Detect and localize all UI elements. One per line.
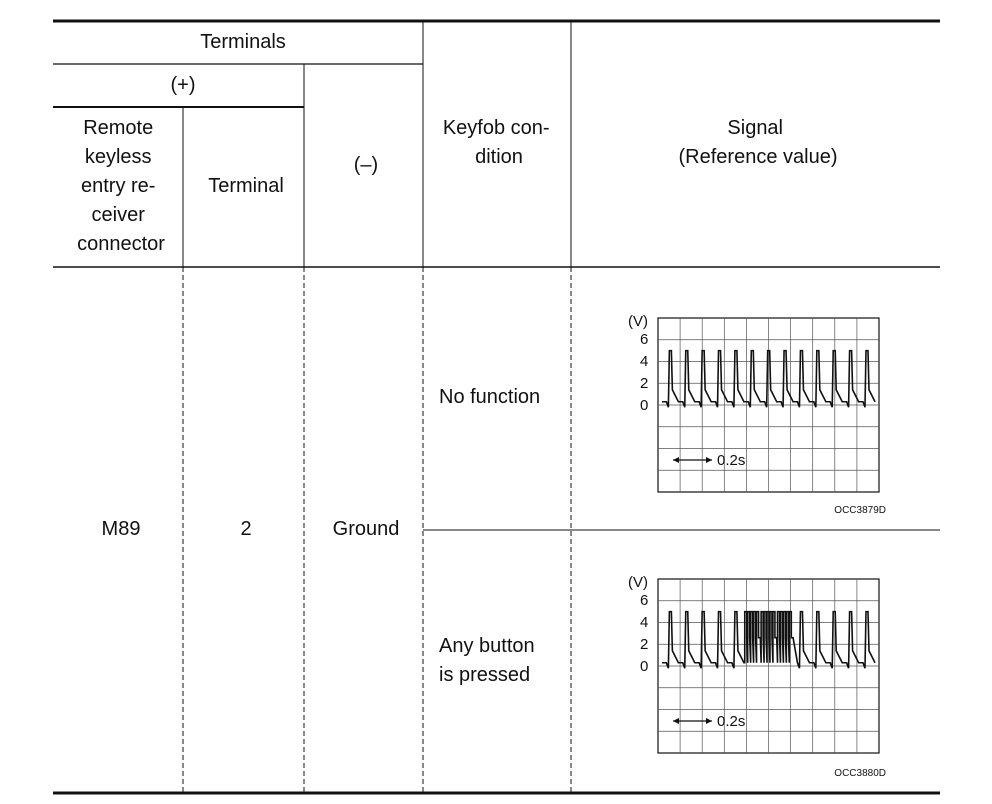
terminals-heading: Terminals [200, 31, 286, 53]
condition-no-function: No function [439, 386, 541, 408]
oscilloscope-button-pressed [628, 574, 886, 779]
keyfob-condition-heading: Keyfob con- dition [442, 117, 550, 168]
terminal-value: 2 [240, 518, 252, 540]
oscilloscope-no-function [628, 313, 886, 516]
scope-y-tick-6: 6 [640, 331, 649, 348]
scope-y-tick-2: 2 [640, 375, 649, 392]
terminal-heading: Terminal [208, 175, 284, 197]
scope-figure-code: OCC3879D [834, 505, 886, 516]
scope-y-tick-6: 6 [640, 592, 649, 609]
time-scale-arrow [673, 457, 712, 463]
scope-y-tick-4: 4 [640, 353, 649, 370]
minus-heading: (–) [353, 154, 379, 176]
connector-value: M89 [101, 518, 141, 540]
scope-y-unit: (V) [628, 574, 648, 591]
plus-heading: (+) [170, 74, 196, 96]
scope-y-tick-2: 2 [640, 636, 649, 653]
scope-grid [658, 579, 879, 753]
ground-value: Ground [332, 518, 400, 540]
scope-y-tick-4: 4 [640, 614, 649, 631]
scope-time-label: 0.2s [717, 713, 746, 730]
condition-button-pressed: Any button is pressed [439, 635, 535, 686]
time-scale-arrow [673, 718, 712, 724]
scope-y-tick-0: 0 [640, 397, 649, 414]
scope-y-tick-0: 0 [640, 658, 649, 675]
scope-y-unit: (V) [628, 313, 648, 330]
connector-heading: Remote keyless entry re- ceiver connector [77, 117, 165, 255]
scope-figure-code: OCC3880D [834, 768, 886, 779]
signal-heading: Signal (Reference value) [678, 117, 838, 168]
scope-time-label: 0.2s [717, 452, 746, 469]
scope-grid [658, 318, 879, 492]
